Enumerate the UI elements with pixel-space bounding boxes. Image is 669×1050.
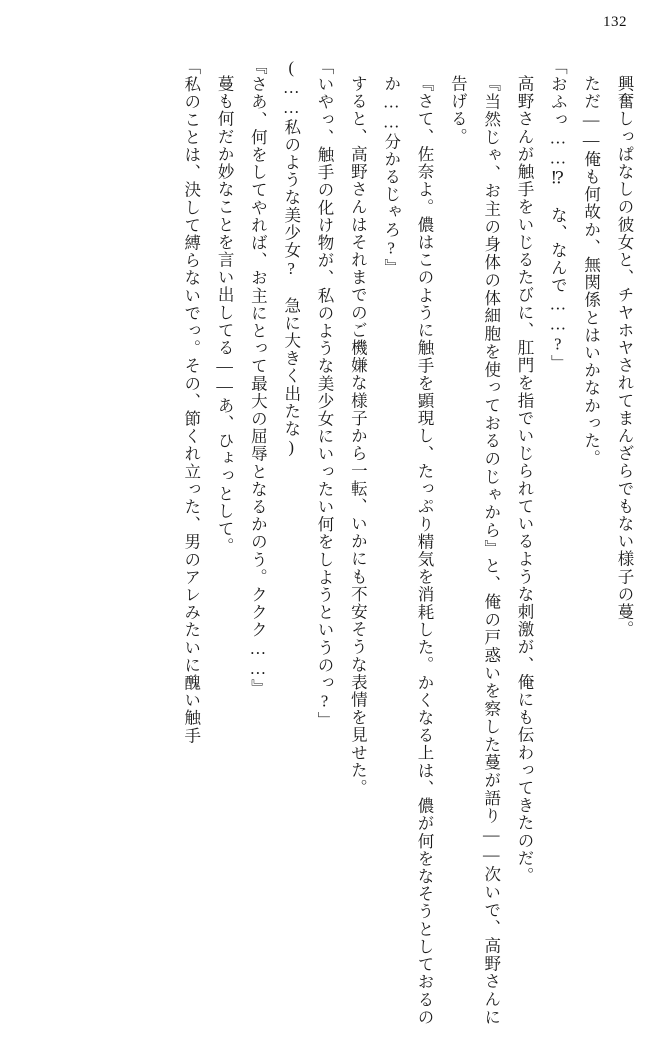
paragraph: 『さあ、何をしてやれば、お主にとって最大の屈辱となるかのう。ククク……』 — [248, 58, 268, 697]
paragraph: (……私のような美少女? 急に大きく出たな) — [281, 58, 301, 458]
body-text-block — [26, 58, 641, 1026]
paragraph: ただ――俺も何故か、無関係とはいかなかった。 — [581, 75, 601, 468]
paragraph: 興奮しっぱなしの彼女と、チヤホヤされてまんざらでもない様子の蔓。 — [615, 75, 634, 639]
paragraph: 「私のことは、決して縛らないでっ。その、節くれ立った、男のアレみたいに醜い触手 — [181, 58, 201, 745]
paragraph: 『当然じゃ、お主の身体の体細胞を使っておるのじゃから』と、俺の戸惑いを察した蔓が語り――次いで、高野さんに告げる。 — [448, 75, 501, 1026]
paragraph: 「いやっ、触手の化け物が、私のような美少女にいったい何をしようというのっ?」 — [315, 58, 335, 730]
paragraph: すると、高野さんはそれまでのご機嫌な様子から一転、いかにも不安そうな表情を見せた。 — [348, 75, 368, 797]
paragraph: 「おふっ……⁉ な、なんで……?」 — [548, 58, 568, 373]
paragraph: 高野さんが触手をいじるたびに、肛門を指でいじられているような刺激が、俺にも伝わってきたのだ。 — [515, 75, 535, 885]
page-number: 132 — [603, 14, 627, 30]
paragraph: 『さて、佐奈よ。儂はこのように触手を顕現し、たっぷり精気を消耗した。かくなる上は、儂が何をなそうとしておるのか……分かるじゃろ?』 — [381, 75, 435, 1026]
paragraph: 蔓も何だか妙なことを言い出してる――あ、ひょっとして。 — [215, 75, 235, 556]
